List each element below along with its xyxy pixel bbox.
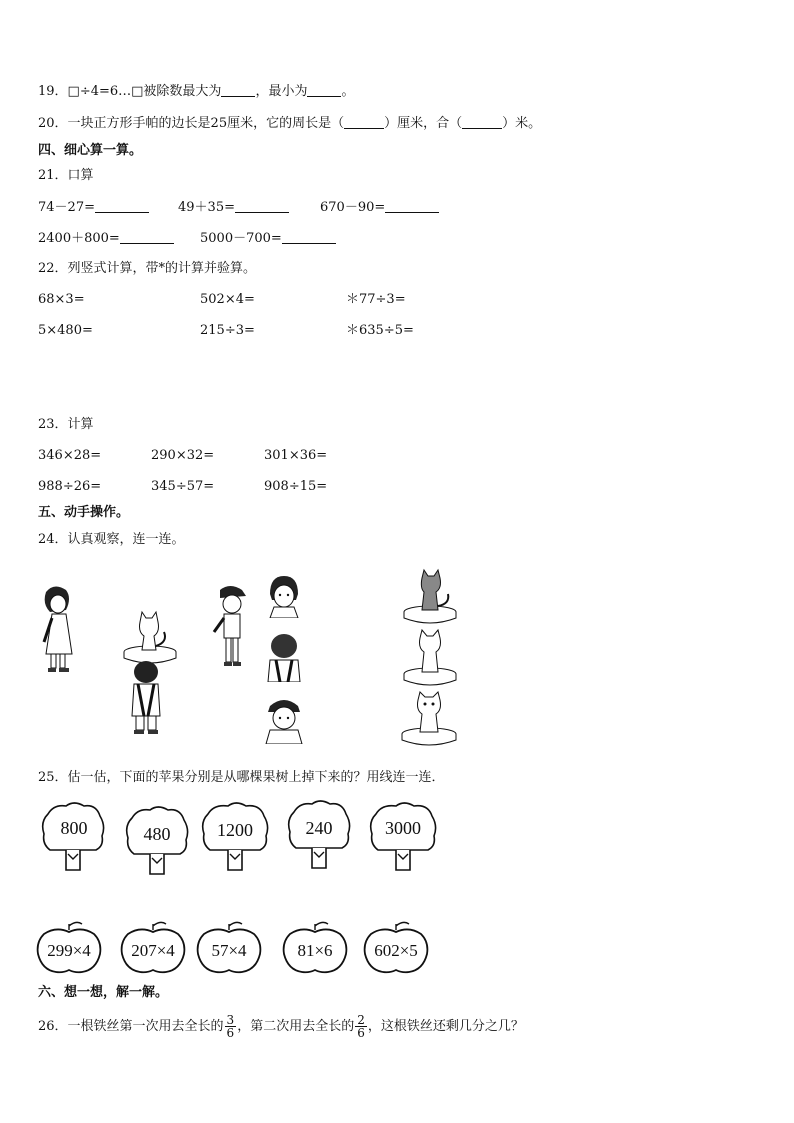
boy-face-front-illustration <box>264 694 304 744</box>
vertical-calc-item: 215÷3= <box>200 323 255 338</box>
vertical-calc-item: 68×3= <box>38 292 85 307</box>
vertical-calc-item: 5×480= <box>38 323 93 338</box>
question-21-title: 21．口算 <box>38 168 94 183</box>
tree-value: 3000 <box>385 818 421 838</box>
answer-blank[interactable] <box>282 231 336 244</box>
calc-item: 290×32= <box>151 448 215 463</box>
oral-calc-item: 670－90= <box>320 200 439 216</box>
boy-side-view-illustration <box>210 584 250 670</box>
apple-expression: 207×4 <box>131 941 175 960</box>
calc-item: 908÷15= <box>264 479 328 494</box>
apple-expression: 602×5 <box>374 941 418 960</box>
oral-calc-item: 49＋35= <box>178 200 289 216</box>
question-24-title: 24．认真观察，连一连。 <box>38 532 185 547</box>
question-22-title: 22．列竖式计算，带*的计算并验算。 <box>38 261 257 276</box>
question-19: 19．□÷4=6…□被除数最大为 ，最小为 。 <box>38 84 355 99</box>
oral-calc-item: 74－27= <box>38 200 149 216</box>
girl-side-view-illustration <box>36 584 78 674</box>
vertical-calc-item: ＊77÷3= <box>346 292 406 307</box>
apple-expression: 299×4 <box>47 941 91 960</box>
calc-item: 988÷26= <box>38 479 102 494</box>
cat-back-view-illustration <box>402 628 458 690</box>
girl-face-front-illustration <box>266 574 302 618</box>
answer-blank[interactable] <box>95 200 149 213</box>
answer-blank[interactable] <box>307 84 341 97</box>
question-23-title: 23．计算 <box>38 417 94 432</box>
cat-on-platform-illustration <box>122 606 178 666</box>
section-4-heading: 四、细心算一算。 <box>38 143 143 158</box>
answer-blank[interactable] <box>221 84 255 97</box>
oral-calc-item: 2400＋800= <box>38 231 174 247</box>
calc-item: 345÷57= <box>151 479 215 494</box>
answer-blank[interactable] <box>235 200 289 213</box>
tree-value: 480 <box>143 824 171 844</box>
answer-blank[interactable] <box>462 116 502 129</box>
question-20: 20．一块正方形手帕的边长是25厘米，它的周长是（ ）厘米，合（ ）米。 <box>38 116 542 131</box>
tree-value: 800 <box>60 818 88 838</box>
question-25-title: 25．估一估，下面的苹果分别是从哪棵果树上掉下来的？用线连一连． <box>38 770 445 785</box>
section-5-heading: 五、动手操作。 <box>38 505 130 520</box>
boy-head-back-illustration <box>266 632 302 682</box>
fraction: $\frac{3}{6}$ <box>226 1013 235 1040</box>
answer-blank[interactable] <box>344 116 384 129</box>
section-6-heading: 六、想一想，解一解。 <box>38 985 169 1000</box>
calc-item: 301×36= <box>264 448 328 463</box>
cat-front-view-illustration <box>400 688 458 750</box>
answer-blank[interactable] <box>120 231 174 244</box>
calc-item: 346×28= <box>38 448 102 463</box>
tree-value: 1200 <box>217 820 253 840</box>
question-26: 26．一根铁丝第一次用去全长的 $\frac{3}{6}$ ，第二次用去全长的 $\frac{2}{6}$ ，这根铁丝还剩几分之几？ <box>38 1013 524 1040</box>
boy-back-view-illustration <box>128 660 164 736</box>
apple-expression: 81×6 <box>297 941 333 960</box>
apple-expression: 57×4 <box>211 941 247 960</box>
vertical-calc-item: 502×4= <box>200 292 255 307</box>
oral-calc-item: 5000－700= <box>200 231 336 247</box>
tree-value: 240 <box>305 818 333 838</box>
answer-blank[interactable] <box>385 200 439 213</box>
fraction: $\frac{2}{6}$ <box>357 1013 365 1040</box>
vertical-calc-item: ＊635÷5= <box>346 323 414 338</box>
cat-side-view-illustration <box>402 568 458 626</box>
